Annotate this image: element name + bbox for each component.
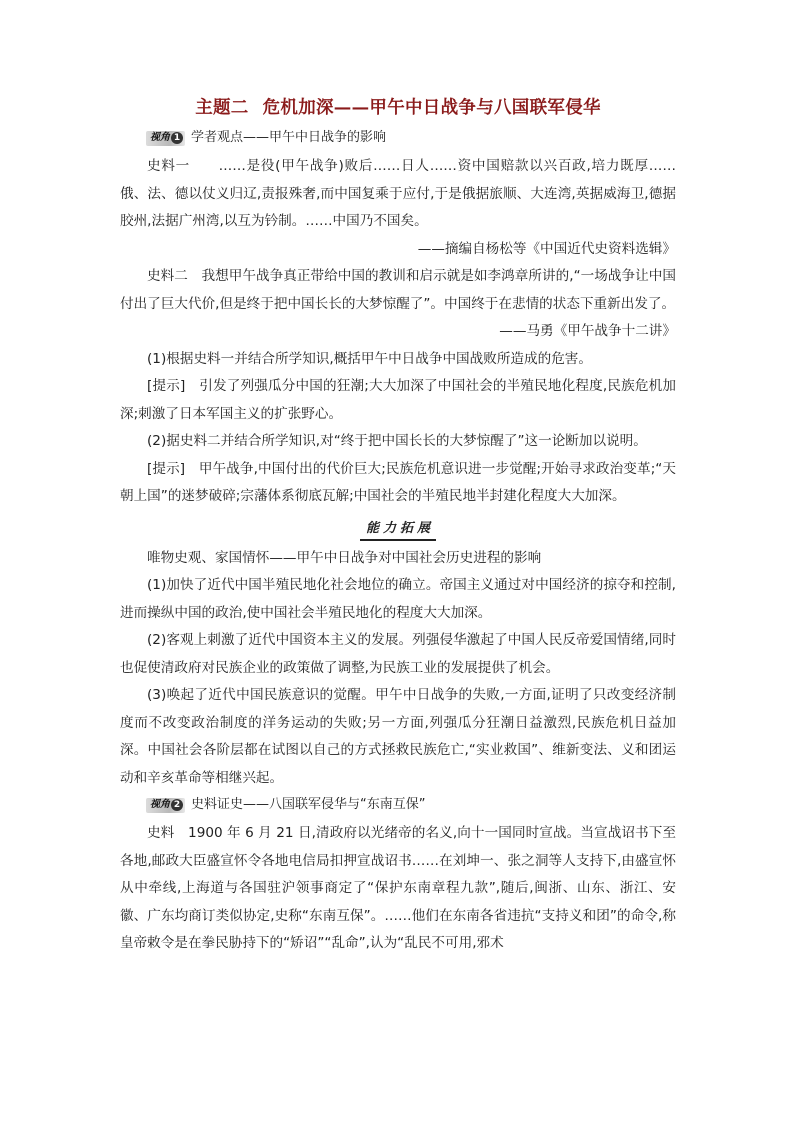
view-badge: 视角 2 <box>146 798 185 813</box>
content-area <box>120 94 676 958</box>
title-topic: 主题二 <box>195 98 249 118</box>
material-3: 史料 1900 年 6 月 21 日,清政府以光绪帝的名义,向十一国同时宣战。当宣战诏书下至各地,邮政大臣盛宣怀令各地电信局扣押宣战诏书……在刘坤一、张之洞等人支持下,由盛宣怀从中牵线,上海道与各国驻沪领事商定了“保护东南章程九款”,随后,闽浙、山东、浙江、安徽、广东均商订类似协定,史称“东南互保”。……他们在东南各省违抗“支持义和团”的命令,称皇帝敕令是在拳民胁持下的“矫诏”“乱命”,认为“乱民不可用,邪术 <box>120 825 677 951</box>
material-1: 史料一 ……是役(甲午战争)败后……日人……资中国赔款以兴百政,培力既厚……俄、法、德以仗义归辽,责报殊奢,而中国复乘于应付,于是俄据旅顺、大连湾,英据威海卫,德据胶州,法据广州湾,以互为钤制。……中国乃不国矣。 <box>120 158 677 229</box>
ability-point-2: (2)客观上刺激了近代中国资本主义的发展。列强侵华激起了中国人民反帝爱国情绪,同时也促使清政府对民族企业的政策做了调整,为民族工业的发展提供了机会。 <box>120 632 677 676</box>
ability-point-1: (1)加快了近代中国半殖民地化社会地位的确立。帝国主义通过对中国经济的掠夺和控制,进而操纵中国的政治,使中国社会半殖民地化的程度大大加深。 <box>120 577 676 621</box>
title-subject: 危机加深——甲午中日战争与八国联军侵华 <box>262 98 601 118</box>
question-1: (1)根据史料一并结合所学知识,概括甲午中日战争中国战败所造成的危害。 <box>147 350 592 367</box>
section-heading-view1 <box>146 127 676 149</box>
answer-1: [提示] 引发了列强瓜分中国的狂潮;大大加深了中国社会的半殖民地化程度,民族危机加深;刺激了日本军国主义的扩张野心。 <box>120 378 676 422</box>
material-1-source: ——摘编自杨松等《中国近代史资料选辑》 <box>417 240 676 257</box>
section-title: 史料证史——八国联军侵华与“东南互保” <box>191 797 426 812</box>
section-title: 学者观点——甲午中日战争的影响 <box>191 130 387 145</box>
view-badge: 视角 1 <box>146 131 185 146</box>
page-title <box>120 94 676 119</box>
question-2: (2)据史料二并结合所学知识,对“终于把中国长长的大梦惊醒了”这一论断加以说明。 <box>147 433 647 449</box>
material-2-source: ——马勇《甲午战争十二讲》 <box>499 323 676 339</box>
material-2: 史料二 我想甲午战争真正带给中国的教训和启示就是如李鸿章所讲的,“一场战争让中国付出了巨大代价,但是终于把中国长长的大梦惊醒了”。中国终于在悲情的状态下重新出发了。 <box>120 268 677 312</box>
badge-number: 1 <box>171 132 183 144</box>
ability-heading: 能力拓展 <box>120 517 676 541</box>
ability-point-3: (3)唤起了近代中国民族意识的觉醒。甲午中日战争的失败,一方面,证明了只改变经济制度而不改变政治制度的洋务运动的失败;另一方面,列强瓜分狂潮日益激烈,民族危机日益加深。中国社会各阶层都在试图以自己的方式拯救民族危亡,“实业救国”、维新变法、义和团运动和辛亥革命等相继兴起。 <box>120 687 677 786</box>
ability-intro: 唯物史观、家国情怀——甲午中日战争对中国社会历史进程的影响 <box>147 549 542 566</box>
section-heading-view2 <box>146 794 676 816</box>
answer-2: [提示] 甲午战争,中国付出的代价巨大;民族危机意识进一步觉醒;开始寻求政治变革;“天朝上国”的迷梦破碎;宗藩体系彻底瓦解;中国社会的半殖民地半封建化程度大大加深。 <box>120 460 677 504</box>
badge-number: 2 <box>171 799 183 811</box>
